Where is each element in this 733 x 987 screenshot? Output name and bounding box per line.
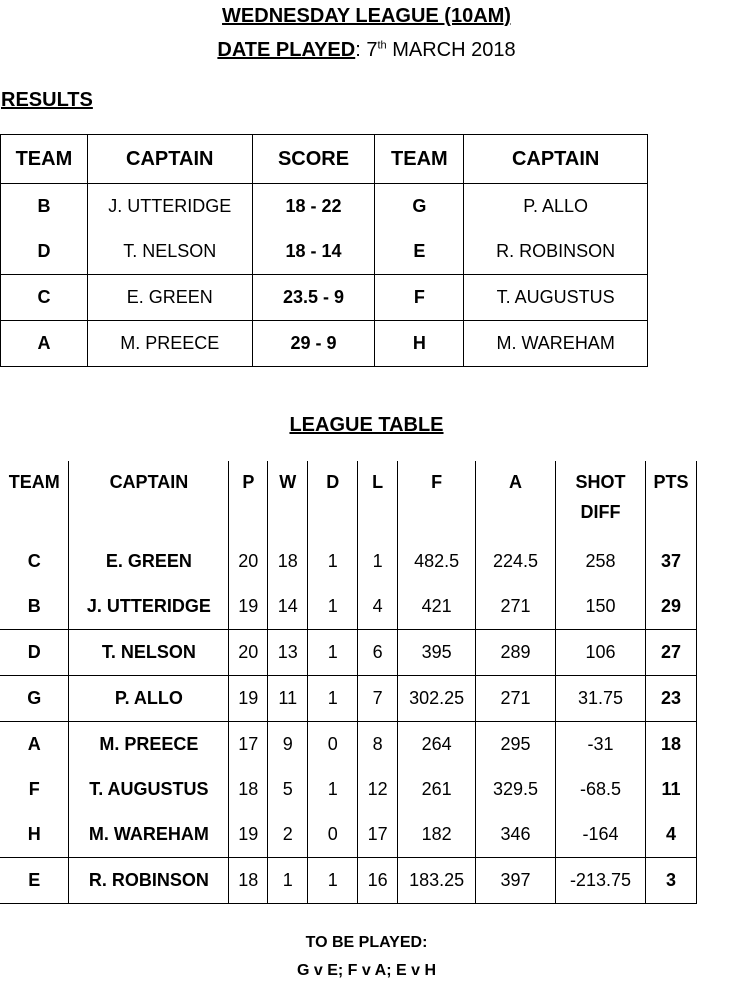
league-captain: M. WAREHAM — [69, 812, 229, 858]
league-against: 271 — [476, 584, 556, 630]
league-table — [0, 461, 697, 904]
results-captain1: J. UTTERIDGE — [87, 184, 252, 230]
league-team: A — [0, 722, 69, 768]
league-captain: R. ROBINSON — [69, 858, 229, 904]
league-lost: 17 — [358, 812, 398, 858]
shot-diff-line2: DIFF — [580, 502, 621, 522]
results-heading: RESULTS — [1, 89, 93, 111]
results-captain1: T. NELSON — [87, 229, 252, 275]
league-played: 19 — [229, 812, 268, 858]
league-col-captain: CAPTAIN — [69, 461, 229, 539]
results-score: 18 - 22 — [252, 184, 375, 230]
league-won: 13 — [268, 630, 308, 676]
results-col-team1: TEAM — [1, 135, 88, 184]
league-for: 421 — [398, 584, 476, 630]
league-row — [0, 676, 697, 722]
league-for: 302.25 — [398, 676, 476, 722]
league-points: 3 — [645, 858, 696, 904]
league-drawn: 1 — [308, 630, 358, 676]
league-points: 29 — [645, 584, 696, 630]
league-played: 19 — [229, 584, 268, 630]
league-shot-diff: -68.5 — [556, 767, 646, 812]
league-header-row — [0, 461, 697, 539]
league-won: 5 — [268, 767, 308, 812]
league-team: F — [0, 767, 69, 812]
results-table — [0, 134, 648, 367]
league-team: H — [0, 812, 69, 858]
date-suffix: th — [377, 39, 387, 52]
league-col-team: TEAM — [0, 461, 69, 539]
league-drawn: 0 — [308, 812, 358, 858]
league-for: 183.25 — [398, 858, 476, 904]
league-team: G — [0, 676, 69, 722]
league-col-against: A — [476, 461, 556, 539]
results-team1: B — [1, 184, 88, 230]
league-shot-diff: 258 — [556, 539, 646, 584]
results-col-score: SCORE — [252, 135, 375, 184]
league-against: 295 — [476, 722, 556, 768]
results-row — [1, 275, 648, 321]
date-played — [0, 39, 733, 62]
league-team: C — [0, 539, 69, 584]
results-score: 29 - 9 — [252, 321, 375, 367]
league-played: 18 — [229, 767, 268, 812]
league-lost: 7 — [358, 676, 398, 722]
league-captain: T. NELSON — [69, 630, 229, 676]
results-col-team2: TEAM — [375, 135, 464, 184]
league-won: 2 — [268, 812, 308, 858]
league-col-drawn: D — [308, 461, 358, 539]
league-lost: 16 — [358, 858, 398, 904]
results-col-captain2: CAPTAIN — [464, 135, 648, 184]
league-shot-diff: -164 — [556, 812, 646, 858]
league-against: 271 — [476, 676, 556, 722]
league-lost: 6 — [358, 630, 398, 676]
league-for: 395 — [398, 630, 476, 676]
league-captain: P. ALLO — [69, 676, 229, 722]
to-be-played-label: TO BE PLAYED: — [305, 934, 428, 951]
league-against: 397 — [476, 858, 556, 904]
league-lost: 12 — [358, 767, 398, 812]
league-for: 182 — [398, 812, 476, 858]
results-row — [1, 321, 648, 367]
league-shot-diff: 31.75 — [556, 676, 646, 722]
to-be-played-fixtures: G v E; F v A; E v H — [297, 962, 436, 979]
results-captain2: P. ALLO — [464, 184, 648, 230]
league-captain: M. PREECE — [69, 722, 229, 768]
league-col-played: P — [229, 461, 268, 539]
results-captain2: T. AUGUSTUS — [464, 275, 648, 321]
league-col-for: F — [398, 461, 476, 539]
league-for: 264 — [398, 722, 476, 768]
league-played: 18 — [229, 858, 268, 904]
league-row — [0, 584, 697, 630]
league-played: 20 — [229, 630, 268, 676]
league-shot-diff: -213.75 — [556, 858, 646, 904]
league-shot-diff: 106 — [556, 630, 646, 676]
date-label: DATE PLAYED — [217, 39, 356, 61]
date-month-year: MARCH 2018 — [386, 39, 516, 61]
league-row — [0, 722, 697, 768]
league-team: E — [0, 858, 69, 904]
league-points: 18 — [645, 722, 696, 768]
results-team1: C — [1, 275, 88, 321]
league-col-shot-diff — [556, 461, 646, 539]
league-drawn: 1 — [308, 858, 358, 904]
league-row — [0, 812, 697, 858]
league-row — [0, 767, 697, 812]
league-captain: J. UTTERIDGE — [69, 584, 229, 630]
league-table-heading: LEAGUE TABLE — [289, 414, 444, 436]
results-col-captain1: CAPTAIN — [87, 135, 252, 184]
results-team2: F — [375, 275, 464, 321]
league-for: 482.5 — [398, 539, 476, 584]
league-shot-diff: -31 — [556, 722, 646, 768]
league-against: 329.5 — [476, 767, 556, 812]
league-col-points: PTS — [645, 461, 696, 539]
results-team2: E — [375, 229, 464, 275]
league-team: D — [0, 630, 69, 676]
league-team: B — [0, 584, 69, 630]
league-played: 17 — [229, 722, 268, 768]
results-captain1: M. PREECE — [87, 321, 252, 367]
league-won: 14 — [268, 584, 308, 630]
league-row — [0, 539, 697, 584]
league-against: 346 — [476, 812, 556, 858]
league-against: 224.5 — [476, 539, 556, 584]
results-score: 23.5 - 9 — [252, 275, 375, 321]
league-points: 23 — [645, 676, 696, 722]
results-score: 18 - 14 — [252, 229, 375, 275]
league-played: 20 — [229, 539, 268, 584]
results-header-row — [1, 135, 648, 184]
league-captain: T. AUGUSTUS — [69, 767, 229, 812]
league-drawn: 1 — [308, 584, 358, 630]
league-drawn: 1 — [308, 539, 358, 584]
results-team1: A — [1, 321, 88, 367]
league-against: 289 — [476, 630, 556, 676]
league-won: 1 — [268, 858, 308, 904]
league-drawn: 1 — [308, 676, 358, 722]
league-won: 11 — [268, 676, 308, 722]
results-team2: G — [375, 184, 464, 230]
league-col-lost: L — [358, 461, 398, 539]
page-title: WEDNESDAY LEAGUE (10AM) — [222, 5, 511, 27]
league-won: 18 — [268, 539, 308, 584]
league-won: 9 — [268, 722, 308, 768]
results-row — [1, 229, 648, 275]
results-team2: H — [375, 321, 464, 367]
shot-diff-line1: SHOT — [575, 472, 626, 492]
results-team1: D — [1, 229, 88, 275]
results-captain2: R. ROBINSON — [464, 229, 648, 275]
league-lost: 1 — [358, 539, 398, 584]
league-points: 4 — [645, 812, 696, 858]
date-day: : 7 — [355, 39, 378, 61]
league-row — [0, 858, 697, 904]
league-captain: E. GREEN — [69, 539, 229, 584]
league-points: 27 — [645, 630, 696, 676]
league-lost: 8 — [358, 722, 398, 768]
league-drawn: 0 — [308, 722, 358, 768]
league-drawn: 1 — [308, 767, 358, 812]
league-points: 11 — [645, 767, 696, 812]
results-captain2: M. WAREHAM — [464, 321, 648, 367]
results-captain1: E. GREEN — [87, 275, 252, 321]
league-shot-diff: 150 — [556, 584, 646, 630]
league-lost: 4 — [358, 584, 398, 630]
league-points: 37 — [645, 539, 696, 584]
league-for: 261 — [398, 767, 476, 812]
league-played: 19 — [229, 676, 268, 722]
results-row — [1, 184, 648, 230]
league-row — [0, 630, 697, 676]
league-col-won: W — [268, 461, 308, 539]
